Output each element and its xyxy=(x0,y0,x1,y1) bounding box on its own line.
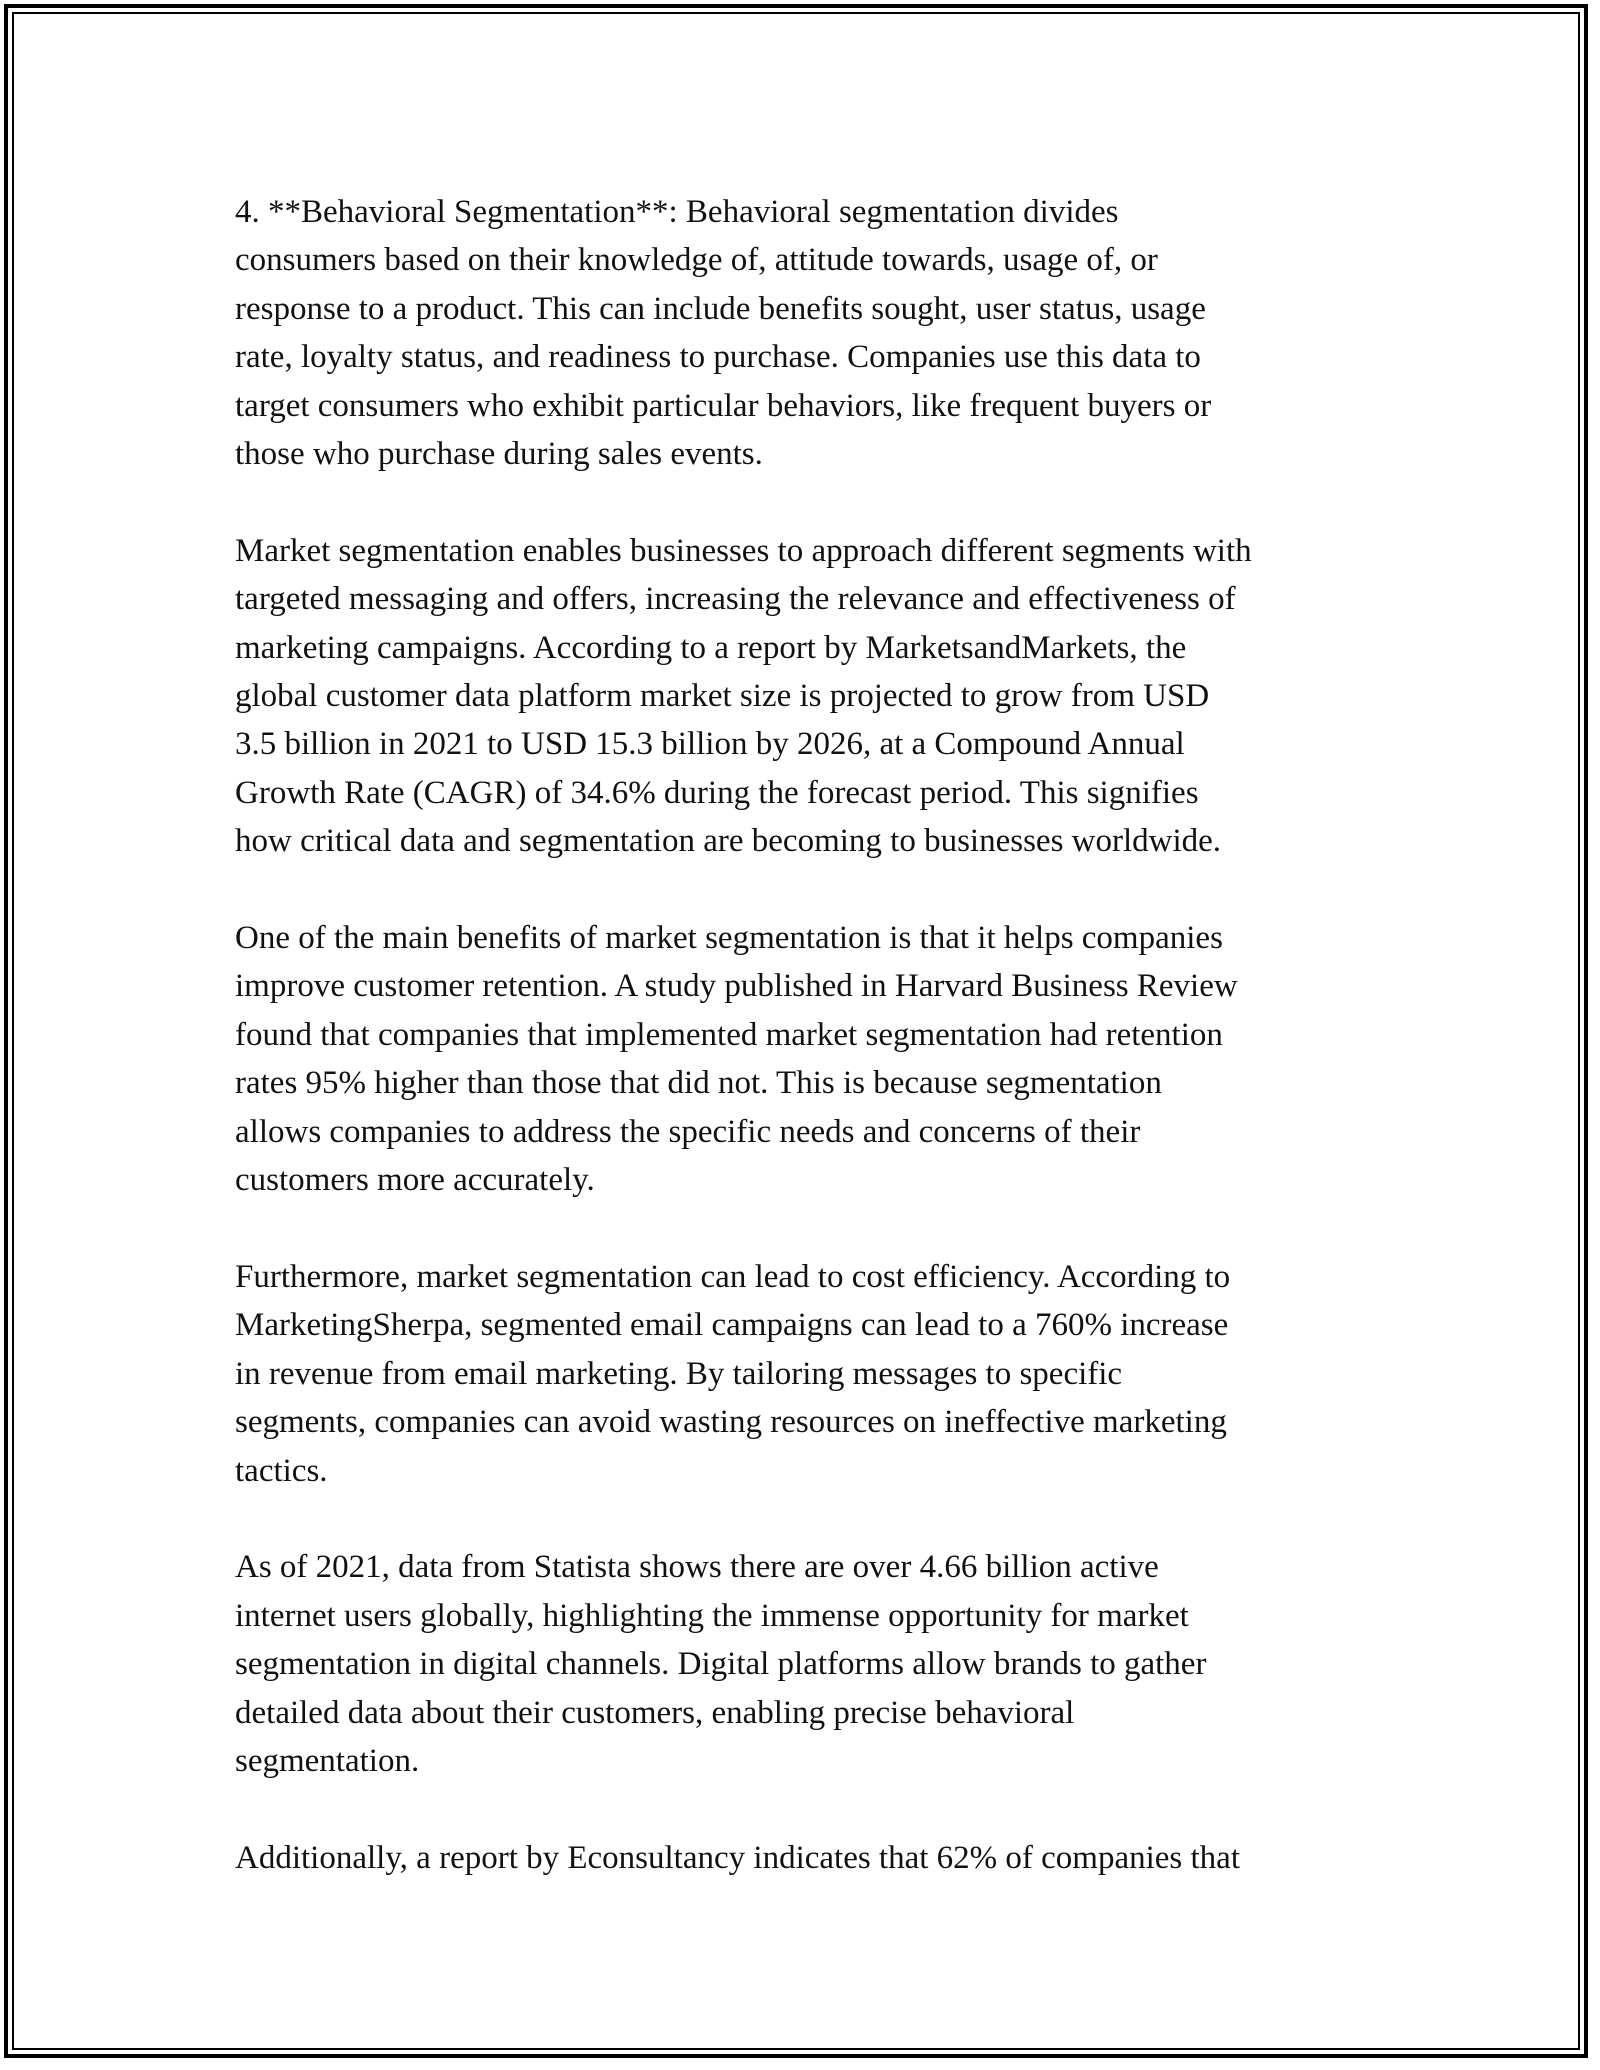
paragraph-econsultancy: Additionally, a report by Econsultancy indicates that 62% of companies that xyxy=(235,1839,1241,1876)
paragraph-market-segmentation-benefits: Market segmentation enables businesses to approach different segments with targeted messaging and offers, increasing the relevance and effectiveness of marketing campaigns. According to a report by MarketsandMarkets, the global customer data platform market size is projected to grow from USD 3.5 billion in 2021 to USD 15.3 billion by 2026, at a Compound Annual Growth Rate (CAGR) of 34.6% during the forecast period. This signifies how critical data and segmentation are becoming to businesses worldwide. xyxy=(235,532,1252,860)
paragraph-behavioral-segmentation: 4. **Behavioral Segmentation**: Behavioral segmentation divides consumers based on their knowledge of, attitude towards, usage of, or response to a product. This can include benefits sought, user status, usage rate, loyalty status, and readiness to purchase. Companies use this data to target consumers who exhibit particular behaviors, like frequent buyers or those who purchase during sales events. xyxy=(235,194,1212,473)
paragraph-cost-efficiency: Furthermore, market segmentation can lead to cost efficiency. According to MarketingSherpa, segmented email campaigns can lead to a 760% increase in revenue from email marketing. By tailoring messages to specific segments, companies can avoid wasting resources on ineffective marketing tactics. xyxy=(235,1258,1231,1489)
paragraph-internet-users: As of 2021, data from Statista shows there are over 4.66 billion active internet users globally, highlighting the immense opportunity for market segmentation in digital channels. Digital platforms allow brands to gather detailed data about their customers, enabling precise behavioral segmentation. xyxy=(235,1549,1207,1779)
document-body xyxy=(235,188,1395,1931)
paragraph-customer-retention: One of the main benefits of market segmentation is that it helps companies improve customer retention. A study published in Harvard Business Review found that companies that implemented market segmentation had retention rates 95% higher than those that did not. This is because segmentation allows companies to address the specific needs and concerns of their customers more accurately. xyxy=(235,920,1238,1199)
